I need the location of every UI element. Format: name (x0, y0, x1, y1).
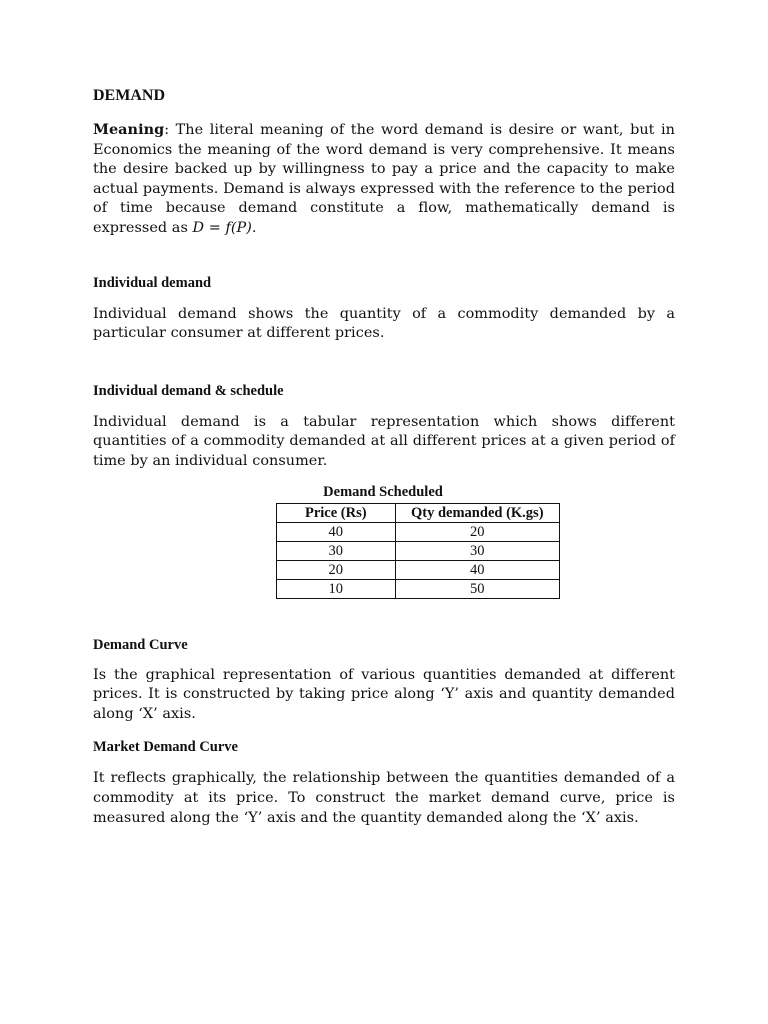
meaning-paragraph (93, 120, 675, 239)
quantity-cell: 20 (395, 522, 559, 541)
quantity-cell: 40 (395, 560, 559, 579)
document-page (93, 86, 675, 828)
table-header-row (277, 503, 560, 522)
quantity-cell: 30 (395, 541, 559, 560)
price-cell: 20 (277, 560, 396, 579)
price-cell: 30 (277, 541, 396, 560)
market-demand-curve-paragraph: It reflects graphically, the relationship between the quantities demanded of a commodity at its price. To construct the market demand curve, price is measured along the ‘Y’ axis and the quantity demanded along the ‘X’ axis. (93, 770, 675, 826)
demand-schedule-table (276, 503, 560, 599)
individual-demand-paragraph: Individual demand shows the quantity of a commodity demanded by a particular consumer at different prices. (93, 305, 675, 342)
demand-schedule-table-block (276, 483, 560, 599)
table-caption: Demand Scheduled (323, 483, 443, 500)
meaning-term: Meaning (93, 121, 165, 138)
quantity-cell: 50 (395, 579, 559, 598)
individual-schedule-paragraph: Individual demand is a tabular representation which shows different quantities of a commodity demanded at all different prices at a given period of time by an individual consumer. (93, 413, 675, 469)
meaning-text: : The literal meaning of the word demand is desire or want, but in Economics the meaning of the word demand is very comprehensive. It means the desire backed up by willingness to pay a price and the capacity to make actual payments. Demand is always expressed with the reference to the period of time because demand constitute a flow, mathematically demand is expressed as (93, 122, 675, 236)
demand-curve-heading: Demand Curve (93, 636, 188, 653)
market-demand-curve-heading: Market Demand Curve (93, 739, 238, 756)
price-cell: 10 (277, 579, 396, 598)
table-row (277, 560, 560, 579)
table-row (277, 579, 560, 598)
demand-formula: D = f(P) (192, 219, 252, 236)
table-row (277, 522, 560, 541)
individual-schedule-heading: Individual demand & schedule (93, 382, 284, 399)
meaning-end: . (251, 219, 257, 236)
individual-demand-heading: Individual demand (93, 274, 212, 291)
column-header-price: Price (Rs) (277, 503, 396, 522)
demand-curve-paragraph: Is the graphical representation of various quantities demanded at different prices. It is constructed by taking price along ‘Y’ axis and quantity demanded along ‘X’ axis. (93, 666, 675, 722)
column-header-quantity: Qty demanded (K.gs) (395, 503, 559, 522)
page-title: DEMAND (93, 87, 165, 104)
price-cell: 40 (277, 522, 396, 541)
table-row (277, 541, 560, 560)
